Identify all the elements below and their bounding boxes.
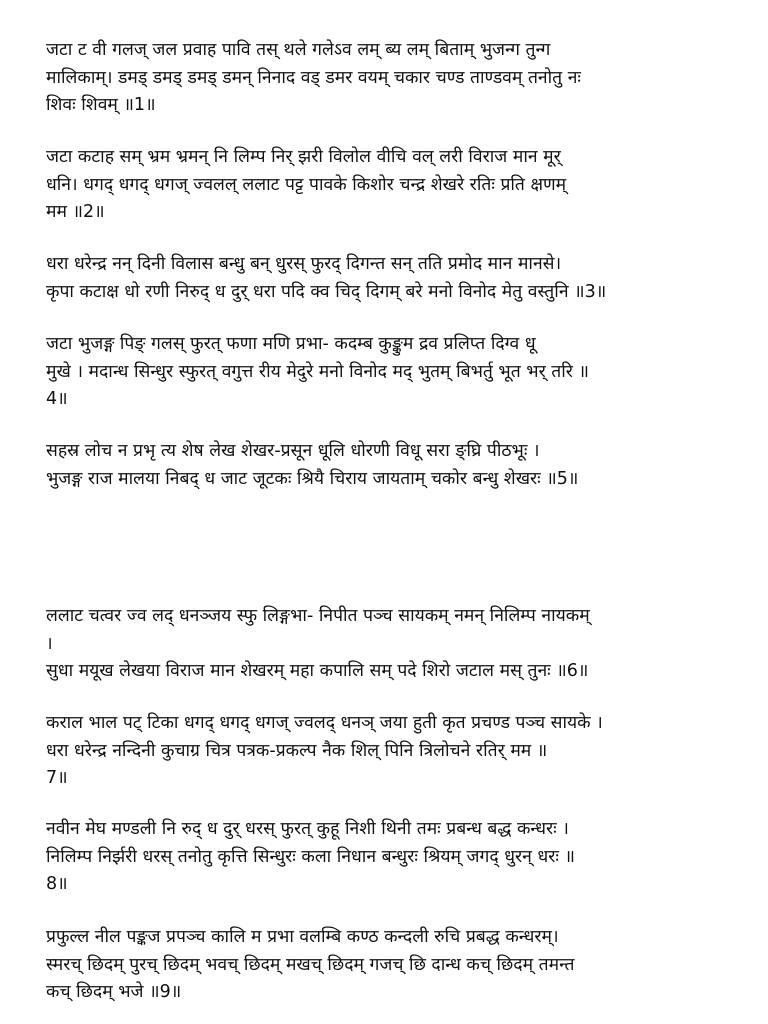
verse-7 <box>46 710 746 793</box>
verse-line: कराल भाल पट् टिका धगद् धगद् धगज् ज्वलद् धनञ् जया हुती कृत प्रचण्ड पञ्च सायके । <box>46 713 603 733</box>
verse-line: नवीन मेघ मण्डली नि रुद् ध दुर् धरस् फुरत् कुहू निशी थिनी तमः प्रबन्ध बद्ध कन्धरः । <box>46 819 569 839</box>
verse-line: 7॥ <box>46 768 68 788</box>
verse-line: भुजङ्ग राज मालया निबद् ध जाट जूटकः श्रियै चिराय जायताम् चकोर बन्धु शेखरः ॥5॥ <box>46 468 579 489</box>
verse-line: धरा धरेन्द्र नन्दिनी कुचाग्र चित्र पत्रक-प्रकल्प नैक शिल् पिनि त्रिलोचने रतिर् मम ॥ <box>46 740 548 761</box>
verse-3 <box>46 251 746 306</box>
verse-line: निलिम्प निर्झरी धरस् तनोतु कृत्ति सिन्धुरः कला निधान बन्धुरः श्रियम् जगद् धुरन् धरः ॥ <box>46 846 575 867</box>
verse-line: शिवः शिवम् ॥1॥ <box>46 95 156 115</box>
verse-4 <box>46 331 746 414</box>
verse-line: सहस्र लोच न प्रभृ त्य शेष लेख शेखर-प्रसून धूलि धोरणी विधू सरा ङ्घ्रि पीठभूः । <box>46 441 540 461</box>
verse-6 <box>46 603 746 686</box>
verse-line: ललाट चत्वर ज्व लद् धनञ्जय स्फु लिङ्गभा- निपीत पञ्च सायकम् नमन् निलिम्प नायकम् <box>46 606 590 626</box>
verse-line: मालिकाम्। डमड् डमड् डमड् डमन् निनाद वड् डमर वयम् चकार चण्ड ताण्डवम् तनोतु नः <box>46 67 581 88</box>
verse-line: सुधा मयूख लेखया विराज मान शेखरम् महा कपालि सम् पदे शिरो जटाल मस् तुनः ॥6॥ <box>46 661 589 681</box>
verse-line: 8॥ <box>46 874 68 894</box>
verse-1 <box>46 37 746 120</box>
verse-line: । <box>46 633 53 654</box>
verse-line: धनि। धगद् धगद् धगज् ज्वलल् ललाट पट्ट पावके किशोर चन्द्र शेखरे रतिः प्रति क्षणम् <box>46 174 567 195</box>
verse-line: जटा ट वी गलज् जल प्रवाह पावि तस् थले गलेऽव लम् ब्य लम् बिताम् भुजन्ग तुन्ग <box>46 40 551 60</box>
verse-line: जटा कटाह सम् भ्रम भ्रमन् नि लिम्प निर् झरी विलोल वीचि वल् लरी विराज मान मूर् <box>46 147 561 167</box>
verse-line: स्मरच् छिदम् पुरच् छिदम् भवच् छिदम् मखच् छिदम् गजच् छि दान्ध कच् छिदम् तमन्त <box>46 954 575 975</box>
verse-8 <box>46 816 746 899</box>
verse-line: कृपा कटाक्ष धो रणी निरुद् ध दुर् धरा पदि क्व चिद् दिगम् बरे मनो विनोद मेतु वस्तुनि ॥3॥ <box>46 281 607 302</box>
verse-5 <box>46 438 746 493</box>
verse-2 <box>46 144 746 227</box>
verse-line: धरा धरेन्द्र नन् दिनी विलास बन्धु बन् धुरस् फुरद् दिगन्त सन् तति प्रमोद मान मानसे। <box>46 254 562 274</box>
verse-line: मुखे । मदान्ध सिन्धुर स्फुरत् वगुत्त रीय मेदुरे मनो विनोद मद् भुतम् बिभर्तु भूत भर् तरि ॥ <box>46 361 590 382</box>
verse-line: मम ॥2॥ <box>46 202 105 222</box>
verse-line: प्रफुल्ल नील पङ्कज प्रपञ्च कालि म प्रभा वलम्बि कण्ठ कन्दली रुचि प्रबद्ध कन्धरम्। <box>46 927 559 947</box>
verse-line: 4॥ <box>46 389 68 409</box>
verse-9 <box>46 924 746 1007</box>
verse-line: जटा भुजङ्ग पिङ् गलस् फुरत् फणा मणि प्रभा- कदम्ब कुङ्कुम द्रव प्रलिप्त दिग्व धू <box>46 334 536 354</box>
verse-line: कच् छिदम् भजे ॥9॥ <box>46 982 182 1002</box>
